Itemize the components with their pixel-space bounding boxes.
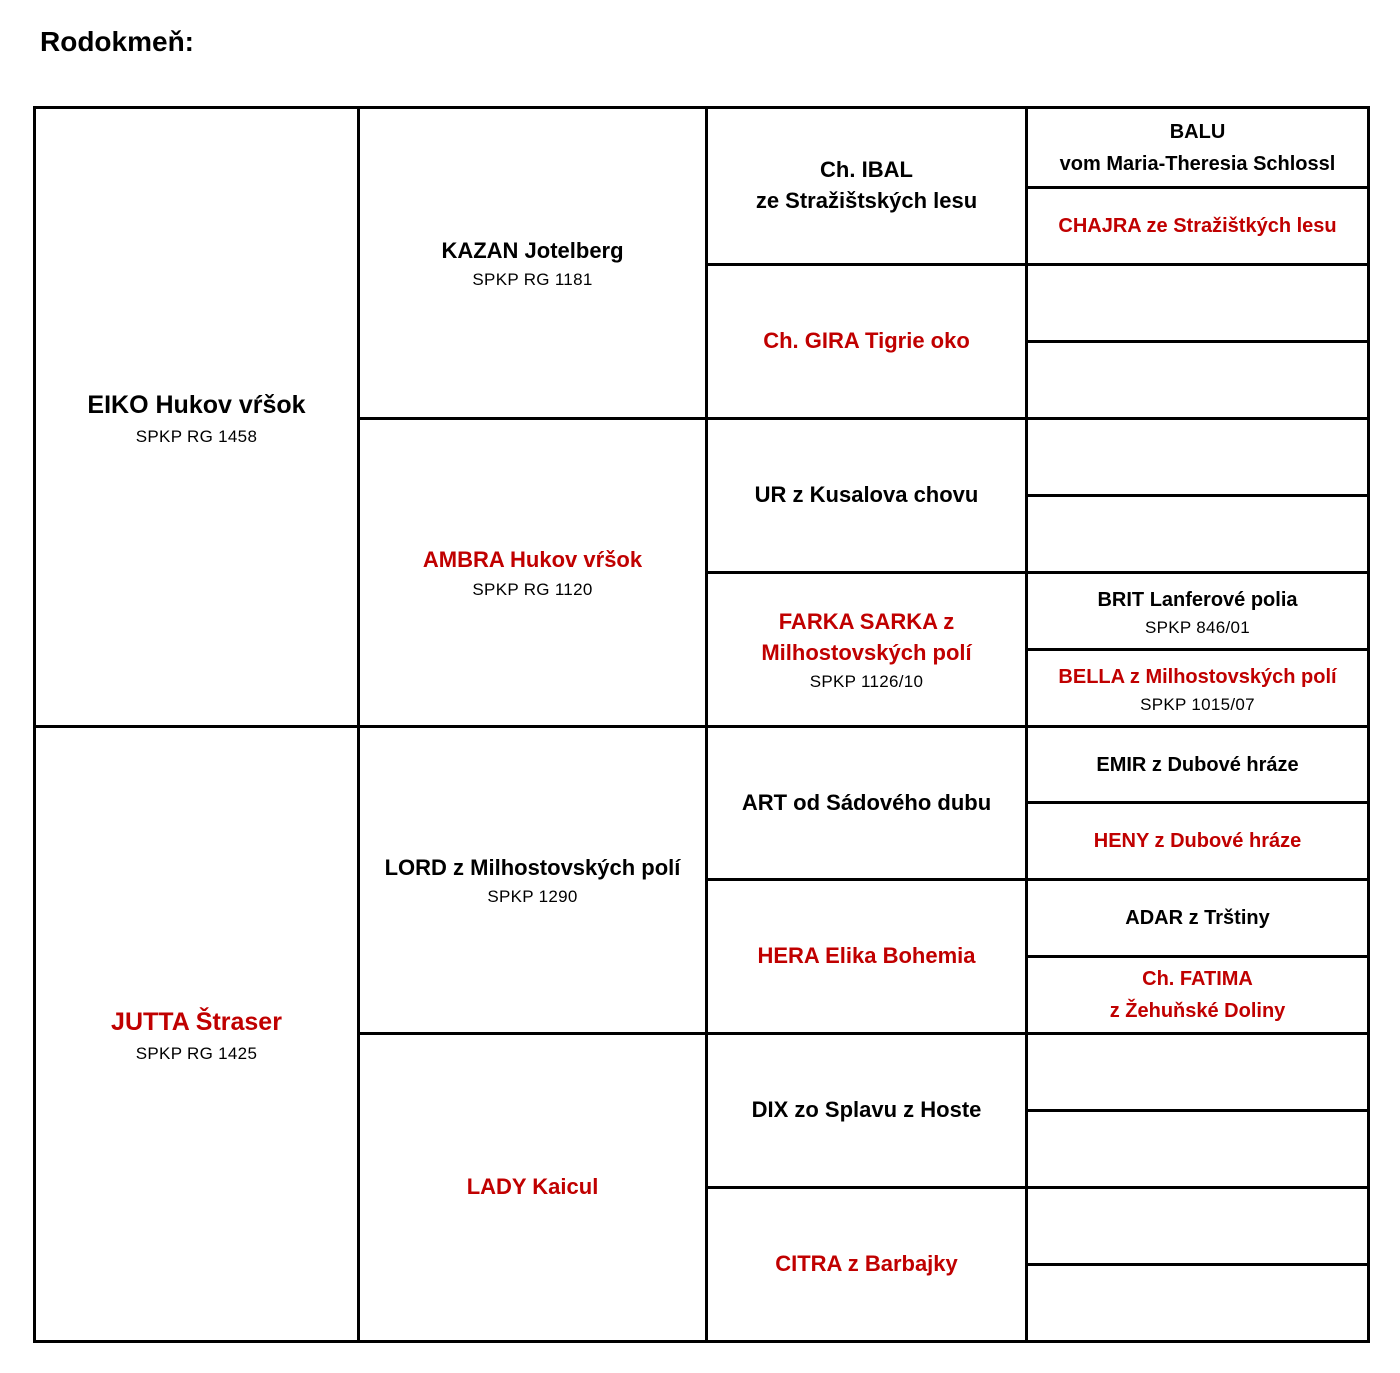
great-great-grandparent-cell [1025, 263, 1367, 340]
registration-number: SPKP 1290 [487, 887, 578, 907]
grandparent-cell [357, 725, 705, 1032]
great-great-grandparent-cell [1025, 801, 1367, 878]
dog-name: HERA Elika Bohemia [757, 943, 976, 969]
dog-name: ART od Sádového dubu [741, 789, 992, 815]
dog-name: LORD z Milhostovských polí [384, 854, 681, 880]
great-great-grandparent-cell [1025, 648, 1367, 725]
registration-number: SPKP RG 1181 [472, 270, 593, 290]
parent-cell [36, 109, 357, 725]
great-grandparent-cell [705, 109, 1025, 263]
dog-name-line2: vom Maria-Theresia Schlossl [1059, 152, 1336, 175]
parent-cell [36, 725, 357, 1340]
great-grandparent-cell [705, 1186, 1025, 1340]
great-great-grandparent-cell [1025, 725, 1367, 801]
great-grandparent-cell [705, 417, 1025, 571]
great-great-grandparent-cell [1025, 1109, 1367, 1186]
great-great-grandparent-cell [1025, 1263, 1367, 1340]
great-great-grandparent-cell [1025, 1186, 1367, 1263]
great-great-grandparent-cell [1025, 878, 1367, 955]
dog-name: CHAJRA ze Stražištkých lesu [1058, 215, 1337, 237]
great-great-grandparent-cell [1025, 955, 1367, 1032]
dog-name: DIX zo Splavu z Hoste [751, 1097, 982, 1123]
great-great-grandparent-cell [1025, 571, 1367, 648]
dog-name: EMIR z Dubové hráze [1096, 753, 1299, 776]
grandparent-cell [357, 109, 705, 417]
great-great-grandparent-cell [1025, 494, 1367, 571]
dog-name: ADAR z Trštiny [1125, 907, 1270, 929]
great-grandparent-cell [705, 1032, 1025, 1186]
great-great-grandparent-cell [1025, 186, 1367, 263]
registration-number: SPKP RG 1458 [135, 426, 258, 446]
great-great-grandparent-cell [1025, 417, 1367, 494]
dog-name: Ch. FATIMA [1142, 968, 1253, 990]
registration-number: SPKP 1126/10 [809, 672, 924, 692]
dog-name: BELLA z Milhostovských polí [1058, 666, 1337, 688]
dog-name: KAZAN Jotelberg [441, 237, 624, 263]
dog-name: JUTTA Štraser [111, 1007, 282, 1036]
dog-name-line2: Milhostovských polí [761, 639, 972, 665]
grandparent-cell [357, 1032, 705, 1340]
great-great-grandparent-cell [1025, 340, 1367, 417]
great-grandparent-cell [705, 571, 1025, 725]
dog-name: Ch. IBAL [820, 157, 913, 183]
registration-number: SPKP 846/01 [1144, 618, 1251, 637]
pedigree-table [33, 106, 1370, 1343]
dog-name: LADY Kaicul [466, 1174, 599, 1200]
great-great-grandparent-cell [1025, 109, 1367, 186]
registration-number: SPKP RG 1120 [472, 579, 593, 599]
registration-number: SPKP 1015/07 [1140, 695, 1255, 714]
great-grandparent-cell [705, 263, 1025, 417]
dog-name: CITRA z Barbajky [775, 1251, 958, 1277]
great-grandparent-cell [705, 878, 1025, 1032]
dog-name: AMBRA Hukov vŕšok [422, 547, 643, 573]
great-grandparent-cell [705, 725, 1025, 878]
grandparent-cell [357, 417, 705, 725]
great-great-grandparent-cell [1025, 1032, 1367, 1109]
dog-name-line2: z Žehuňské Doliny [1109, 1000, 1286, 1022]
dog-name-line2: ze Stražištských lesu [755, 188, 978, 213]
registration-number: SPKP RG 1425 [135, 1043, 258, 1063]
dog-name: FARKA SARKA z [778, 608, 955, 634]
dog-name: BALU [1169, 120, 1226, 143]
dog-name: EIKO Hukov vŕšok [87, 390, 306, 419]
dog-name: UR z Kusalova chovu [754, 482, 979, 508]
dog-name: HENY z Dubové hráze [1093, 830, 1302, 852]
page-title: Rodokmeň: [40, 26, 194, 57]
dog-name: BRIT Lanferové polia [1097, 589, 1298, 611]
dog-name: Ch. GIRA Tigrie oko [763, 328, 970, 354]
